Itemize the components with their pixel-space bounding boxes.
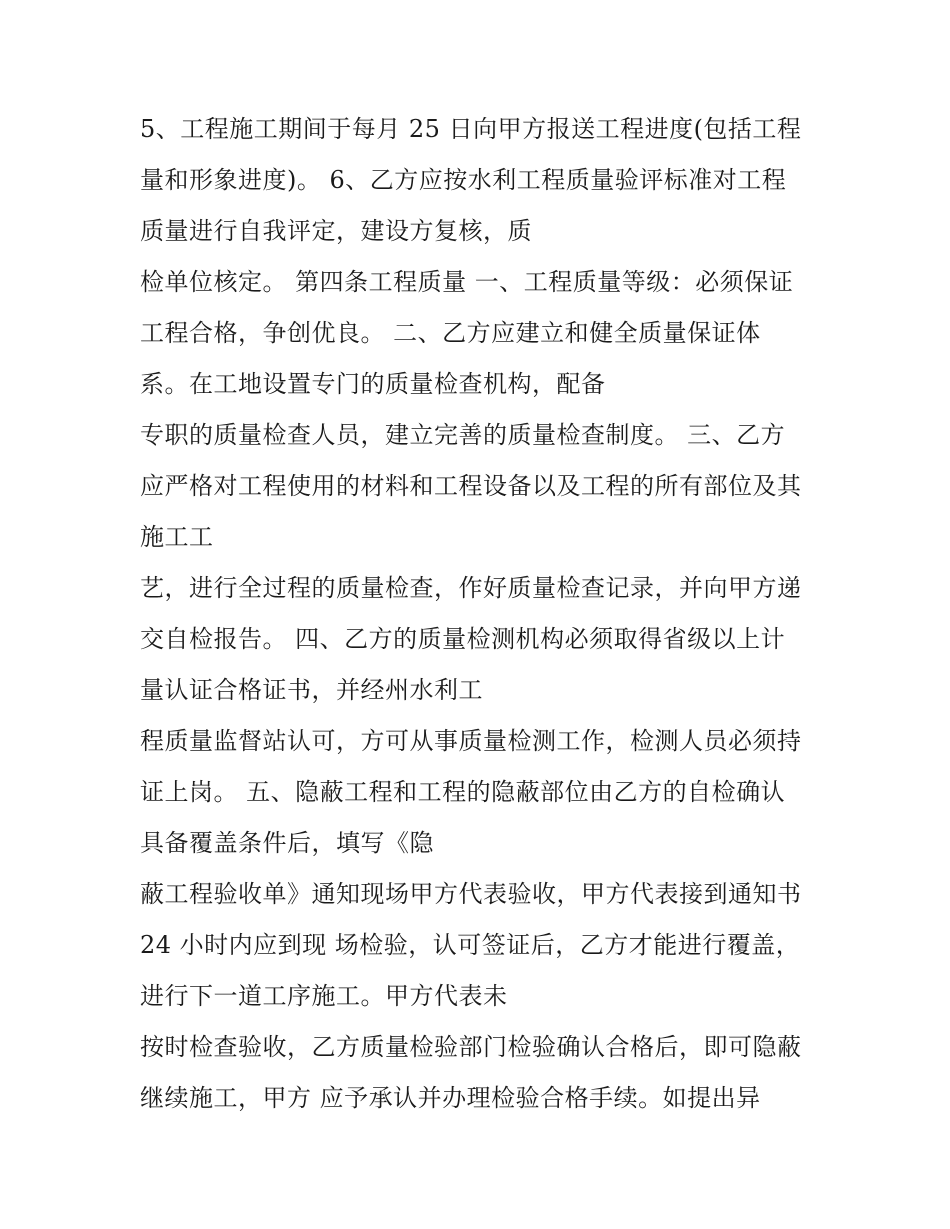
text-line-16: 蔽工程验收单》通知现场甲方代表验收，甲方代表接到通知书 [140,880,802,908]
document-body [140,104,830,1124]
text-line-9: 施工工 [140,523,214,551]
text-line-1: 5、工程施工期间于每月 25 日向甲方报送工程进度(包括工程 [140,115,802,143]
text-line-18: 进行下一道工序施工。甲方代表未 [140,982,508,1010]
text-line-13: 程质量监督站认可，方可从事质量检测工作，检测人员必须持 [140,727,802,755]
text-line-4: 检单位核定。 第四条工程质量 一、工程质量等级：必须保证 [140,268,794,296]
text-line-11: 交自检报告。 四、乙方的质量检测机构必须取得省级以上计 [140,625,786,653]
text-line-15: 具备覆盖条件后，填写《隐 [140,829,434,857]
text-line-20: 继续施工，甲方 应予承认并办理检验合格手续。如提出异 [140,1084,761,1112]
text-line-19: 按时检查验收，乙方质量检验部门检验确认合格后，即可隐蔽 [140,1033,802,1061]
text-line-6: 系。在工地设置专门的质量检查机构，配备 [140,370,606,398]
text-line-12: 量认证合格证书，并经州水利工 [140,676,483,704]
text-line-10: 艺，进行全过程的质量检查，作好质量检查记录，并向甲方递 [140,574,802,602]
text-line-3: 质量进行自我评定，建设方复核，质 [140,217,532,245]
text-line-17: 24 小时内应到现 场检验，认可签证后，乙方才能进行覆盖， [140,931,801,959]
text-line-7: 专职的质量检查人员，建立完善的质量检查制度。 三、乙方 [140,421,786,449]
text-line-2: 量和形象进度)。 6、乙方应按水利工程质量验评标准对工程 [140,166,787,194]
text-line-14: 证上岗。 五、隐蔽工程和工程的隐蔽部位由乙方的自检确认 [140,778,786,806]
text-line-8: 应严格对工程使用的材料和工程设备以及工程的所有部位及其 [140,472,802,500]
text-line-5: 工程合格，争创优良。 二、乙方应建立和健全质量保证体 [140,319,761,347]
